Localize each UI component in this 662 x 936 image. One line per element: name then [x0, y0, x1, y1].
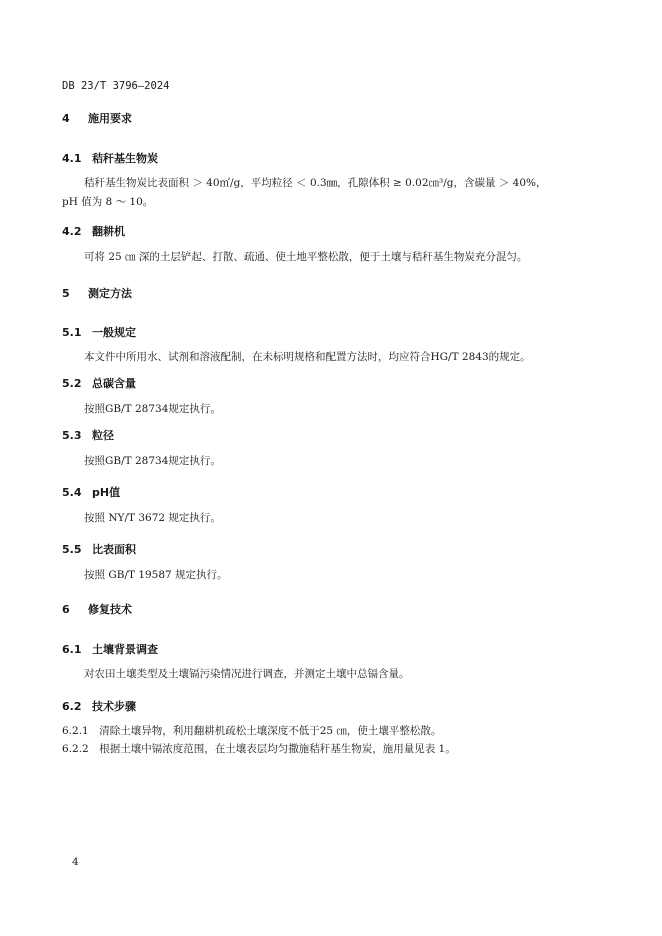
- heading-section-5-3: [62, 427, 114, 443]
- heading-section-4: [62, 110, 132, 126]
- heading-section-6: [62, 601, 132, 617]
- heading-number: 5.4: [62, 486, 82, 499]
- heading-number: 4.2: [62, 225, 82, 238]
- heading-title: 粒径: [92, 429, 114, 442]
- heading-number: 5.5: [62, 543, 82, 556]
- paragraph-particle-size: 按照GB/T 28734规定执行。: [84, 455, 221, 467]
- heading-number: 6.1: [62, 643, 82, 656]
- clause-6-2-1: 6.2.1 清除土壤异物，利用翻耕机疏松土壤深度不低于25 ㎝，使土壤平整松散。: [62, 725, 442, 737]
- page-number: 4: [72, 856, 79, 868]
- heading-number: 5.2: [62, 377, 82, 390]
- heading-section-5-2: [62, 375, 136, 391]
- paragraph-specific-surface-area: 按照 GB/T 19587 规定执行。: [84, 569, 228, 581]
- heading-number: 5.3: [62, 429, 82, 442]
- document-id: DB 23/T 3796—2024: [62, 80, 170, 92]
- heading-section-5-5: [62, 541, 136, 557]
- heading-title: 秸秆基生物炭: [92, 152, 158, 165]
- heading-number: 4: [62, 112, 70, 125]
- heading-title: 土壤背景调查: [92, 643, 158, 656]
- heading-section-4-1: [62, 150, 158, 166]
- clause-6-2-2: 6.2.2 根据土壤中镉浓度范围，在土壤表层均匀撒施秸秆基生物炭，施用量见表 1。: [62, 743, 456, 755]
- heading-title: 总碳含量: [92, 377, 136, 390]
- heading-section-5: [62, 285, 132, 301]
- heading-title: 施用要求: [88, 112, 132, 125]
- heading-title: 一般规定: [92, 326, 136, 339]
- paragraph-total-carbon: 按照GB/T 28734规定执行。: [84, 403, 221, 415]
- paragraph-plough: 可将 25 ㎝ 深的土层铲起、打散、疏通、使土地平整松散，便于土壤与秸秆基生物炭充分混匀。: [84, 251, 528, 263]
- heading-title: 比表面积: [92, 543, 136, 556]
- heading-section-6-1: [62, 641, 158, 657]
- paragraph-biochar-spec-line-1: 秸秆基生物炭比表面积 ＞ 40㎡/g，平均粒径 ＜ 0.3㎜，孔隙体积 ≥ 0.02㎝³/g，含碳量 ＞ 40%，: [84, 177, 547, 189]
- paragraph-general-rules: 本文件中所用水、试剂和溶液配制，在未标明规格和配置方法时，均应符合HG/T 2843的规定。: [84, 351, 531, 363]
- heading-section-6-2: [62, 698, 136, 714]
- heading-section-4-2: [62, 223, 125, 239]
- heading-section-5-1: [62, 324, 136, 340]
- heading-title: pH值: [92, 486, 121, 499]
- heading-title: 翻耕机: [92, 225, 125, 238]
- heading-number: 6.2: [62, 700, 82, 713]
- paragraph-soil-survey: 对农田土壤类型及土壤镉污染情况进行调查，并测定土壤中总镉含量。: [84, 668, 410, 680]
- paragraph-ph-value: 按照 NY/T 3672 规定执行。: [84, 512, 221, 524]
- heading-title: 测定方法: [88, 287, 132, 300]
- heading-number: 5.1: [62, 326, 82, 339]
- heading-title: 技术步骤: [92, 700, 136, 713]
- heading-section-5-4: [62, 484, 120, 500]
- heading-number: 6: [62, 603, 70, 616]
- heading-title: 修复技术: [88, 603, 132, 616]
- heading-number: 4.1: [62, 152, 82, 165]
- heading-number: 5: [62, 287, 70, 300]
- paragraph-biochar-spec-line-2: pH 值为 8 ～ 10。: [62, 196, 154, 208]
